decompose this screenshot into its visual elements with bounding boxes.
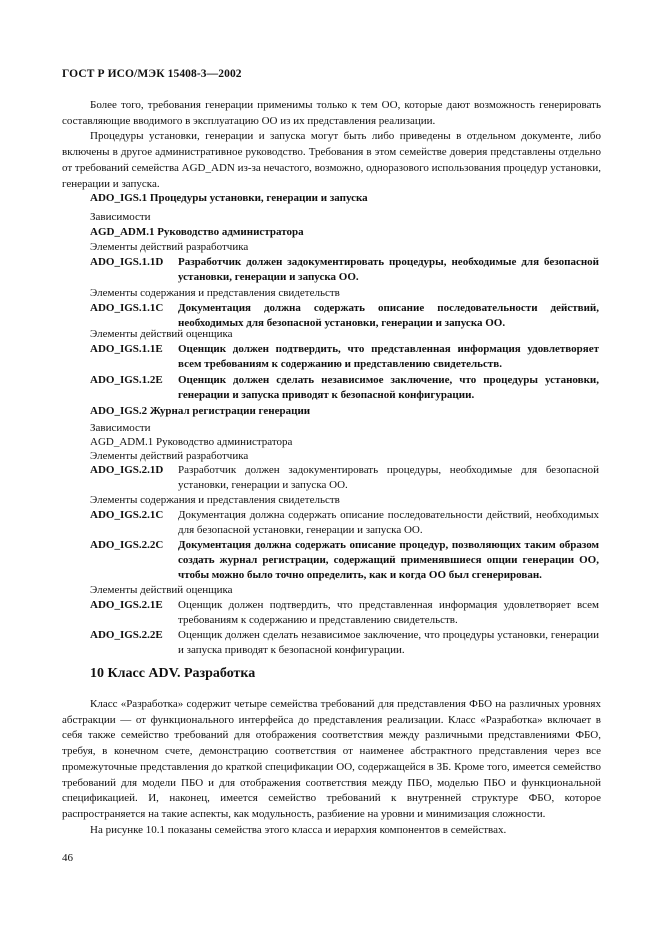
igs1-element-2e xyxy=(90,373,599,403)
element-code: ADO_IGS.2.2C xyxy=(90,539,164,551)
element-text: Оценщик должен подтвердить, что представленная информация удовлетворяет всем требованиям к содержанию и представлению свидетельств. xyxy=(178,599,599,627)
igs1-dependencies-label: Зависимости xyxy=(90,211,151,223)
element-code: ADO_IGS.2.1C xyxy=(90,509,164,521)
intro-paragraph-1: Более того, требования генерации применимы только к тем ОО, которые дают возможность генерировать составляющие вводимого в эксплуатацию ОО из их представления реализации. xyxy=(62,99,601,127)
element-code: ADO_IGS.2.1E xyxy=(90,599,163,611)
section-text xyxy=(62,697,601,838)
section-paragraph-1: Класс «Разработка» содержит четыре семейства требований для представления ФБО на различных уровнях абстракции — от функционального интерфейса до представления реализации. Класс «Разработка» включает в себя также семейство требований для отображения соответствия между различными представлениями ФБО, требуя, в конечном счете, демонстрацию соответствия от наименее абстрактного представления через все промежуточные представления до краткой спецификации ОО, содержащейся в ЗБ. Кроме того, имеется семейство требований для модели ПБО и для отображения соответствия между ПБО, моделью ПБО и функциональной спецификацией. И, наконец, имеется семейство требований к внутренней структуре ФБО, которое распространяется на такие аспекты, как модульность, разбиение на уровни и минимизация сложности. xyxy=(62,698,601,820)
igs2-element-1e xyxy=(90,598,599,628)
element-text: Документация должна содержать описание последовательности действий, необходимых для безопасной установки, генерации и запуска ОО. xyxy=(178,509,599,537)
igs1-element-1e xyxy=(90,342,599,372)
igs2-evaluator-label: Элементы действий оценщика xyxy=(90,584,233,596)
element-code: ADO_IGS.2.1D xyxy=(90,464,164,476)
element-code: ADO_IGS.1.2E xyxy=(90,374,163,386)
igs2-dependencies-label: Зависимости xyxy=(90,422,151,434)
intro-paragraph-2: Процедуры установки, генерации и запуска могут быть либо приведены в отдельном документе, либо включены в другое административное руководство. Требования в этом семействе доверия представлены отдельно от требований семейства AGD_ADN из-за нечастого, возможно, одноразового использования процедур установки, генерации и запуска. xyxy=(62,130,602,190)
igs2-dependency: AGD_ADM.1 Руководство администратора xyxy=(90,436,293,448)
element-text: Оценщик должен сделать независимое заключение, что процедуры установки, генерации и запуска приводят к безопасной конфигурации. xyxy=(178,629,599,657)
igs2-element-1c xyxy=(90,508,599,538)
igs1-title: ADO_IGS.1 Процедуры установки, генерации и запуска xyxy=(90,192,368,204)
igs2-element-1d xyxy=(90,463,599,493)
element-text: Разработчик должен задокументировать процедуры, необходимые для безопасной установки, генерации и запуска ОО. xyxy=(178,464,599,492)
intro-text xyxy=(62,98,601,192)
section-paragraph-2: На рисунке 10.1 показаны семейства этого класса и иерархия компонентов в семействах. xyxy=(90,823,507,836)
element-text: Документация должна содержать описание процедур, позволяющих таким образом создать журнал регистрации, содержащий применявшиеся опции генерации ОО, чтобы можно было точно определить, как и когда ОО был сгенерирован. xyxy=(178,539,599,582)
igs1-content-label: Элементы содержания и представления свидетельств xyxy=(90,287,340,299)
document-header: ГОСТ Р ИСО/МЭК 15408-3—2002 xyxy=(62,68,242,80)
element-code: ADO_IGS.1.1C xyxy=(90,302,164,314)
section-title: 10 Класс ADV. Разработка xyxy=(90,666,256,681)
igs2-element-2e xyxy=(90,628,599,658)
element-text: Оценщик должен подтвердить, что представленная информация удовлетворяет всем требованиям к содержанию и представлению свидетельств. xyxy=(178,343,599,371)
element-code: ADO_IGS.1.1E xyxy=(90,343,163,355)
element-code: ADO_IGS.2.2E xyxy=(90,629,163,641)
igs2-content-label: Элементы содержания и представления свидетельств xyxy=(90,494,340,506)
igs1-evaluator-label: Элементы действий оценщика xyxy=(90,328,233,340)
element-text: Оценщик должен сделать независимое заключение, что процедуры установки, генерации и запуска приводят к безопасной конфигурации. xyxy=(178,374,599,402)
page-number: 46 xyxy=(62,852,73,864)
igs1-developer-label: Элементы действий разработчика xyxy=(90,241,249,253)
element-text: Разработчик должен задокументировать процедуры, необходимые для безопасной установки, генерации и запуска ОО. xyxy=(178,256,599,284)
igs1-dependency: AGD_ADM.1 Руководство администратора xyxy=(90,226,304,238)
igs2-developer-label: Элементы действий разработчика xyxy=(90,450,249,462)
element-code: ADO_IGS.1.1D xyxy=(90,256,164,268)
igs2-element-2c xyxy=(90,538,599,584)
igs2-title: ADO_IGS.2 Журнал регистрации генерации xyxy=(90,405,311,417)
igs1-element-1d xyxy=(90,255,599,285)
element-text: Документация должна содержать описание последовательности действий, необходимых для безопасной установки, генерации и запуска ОО. xyxy=(178,302,599,330)
